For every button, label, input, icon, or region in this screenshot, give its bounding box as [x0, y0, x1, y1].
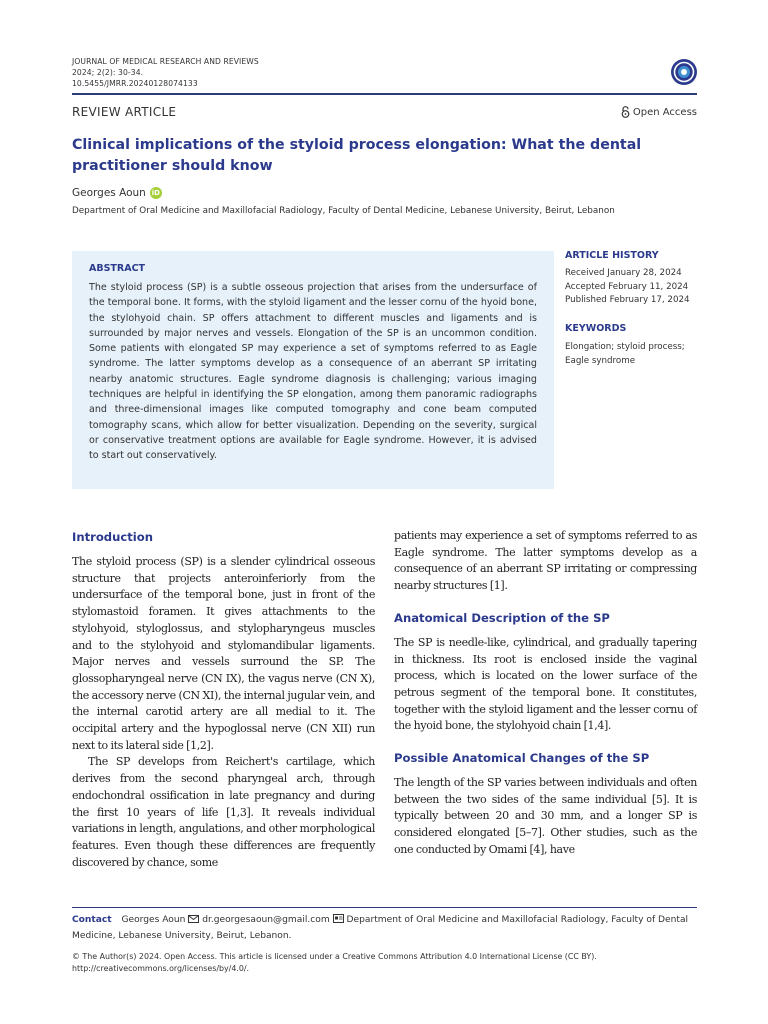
author-line [72, 187, 162, 199]
section-heading-introduction: Introduction [72, 530, 153, 544]
journal-name: JOURNAL OF MEDICAL RESEARCH AND REVIEWS [72, 57, 259, 66]
body-column-left [72, 528, 375, 871]
section-heading-anatomical-changes: Possible Anatomical Changes of the SP [394, 751, 650, 766]
open-access-label: Open Access [632, 106, 697, 118]
contact-label: Contact [72, 915, 112, 925]
contact-info [72, 913, 697, 944]
anatomical-changes-paragraph: The length of the SP varies between individuals and often between the two sides of the same individual [5]. It is typically between 20 and 30 mm, and a longer SP is considered elongated [5–7]. Other studies, such as the one conducted by Omami [4], have [394, 776, 697, 856]
accepted-date: Accepted February 11, 2024 [565, 281, 689, 292]
keywords-heading: KEYWORDS [565, 323, 627, 334]
envelope-icon [188, 915, 199, 923]
abstract-heading: ABSTRACT [89, 263, 146, 274]
received-date: Received January 28, 2024 [565, 268, 682, 278]
article-title: Clinical implications of the styloid process elongation: What the dental practitioner should know [72, 137, 642, 174]
author-name: Georges Aoun [72, 187, 146, 199]
body-column-right [394, 528, 697, 859]
volume-line: 2024; 2(2): 30-34. [72, 68, 144, 77]
contact-name: Georges Aoun [121, 915, 186, 925]
affiliation: Department of Oral Medicine and Maxillofacial Radiology, Faculty of Dental Medicine, Lebanese University, Beirut, Lebanon [72, 206, 615, 216]
contact-email[interactable]: dr.georgesaoun@gmail.com [202, 915, 330, 925]
abstract-text: The styloid process (SP) is a subtle osseous projection that arises from the undersurface of the temporal bone. It forms, with the styloid ligament and the lesser cornu of the hyoid bone, the stylohyoid chain. SP offers attachment to different muscles and ligaments and is surrounded by major nerves and vessels. Elongation of the SP is an uncommon condition. Some patients with elongated SP may experience a set of symptoms referred to as Eagle syndrome. The latter symptoms develop as a consequence of an aberrant SP irritating nearby anatomic structures. Eagle syndrome diagnosis is challenging; various imaging techniques are helpful in identifying the SP elongation, among them panoramic radiographs and three-dimensional images like computed tomography and cone beam computed tomography scans, which allow for better visualization. Depending on the severity, surgical or conservative treatment options are available for Eagle syndrome. However, it is advised to start out conservatively. [89, 282, 537, 462]
license-text: © The Author(s) 2024. Open Access. This article is licensed under a Creative Commons Attribution 4.0 International License (CC BY). [72, 952, 597, 961]
intro-paragraph-2: The SP develops from Reichert's cartilage, which derives from the second pharyngeal arch, through endochondral ossification in late pregnancy and during the first 10 years of life [1,3]. It reveals individual variations in length, angulations, and other morphological features. Even though these differences are frequently discovered by chance, some [72, 755, 375, 869]
section-heading-anatomical-description: Anatomical Description of the SP [394, 610, 610, 625]
doi[interactable]: 10.5455/JMRR.20240128074133 [72, 79, 198, 88]
contact-address: Department of Oral Medicine and Maxillofacial Radiology, Faculty of Dental Medicine, Lebanese University, Beirut, Lebanon. [72, 915, 689, 941]
license-link[interactable]: http://creativecommons.org/licenses/by/4.0/. [72, 964, 250, 973]
journal-info [72, 56, 259, 89]
article-history-heading: ARTICLE HISTORY [565, 250, 659, 261]
open-lock-icon [621, 106, 630, 118]
article-history [565, 250, 690, 308]
journal-logo-icon [670, 58, 698, 86]
intro-paragraph-2-continued: patients may experience a set of symptoms referred to as Eagle syndrome. The latter symptoms develop as a consequence of an aberrant SP irritating or compressing nearby structures [1]. [394, 529, 697, 593]
anatomical-description-paragraph: The SP is needle-like, cylindrical, and gradually tapering in thickness. Its root is enclosed inside the vaginal process, which is located on the lower surface of the petrous segment of the temporal bone. It constitutes, together with the styloid ligament and the lesser cornu of the hyoid bone, the stylohyoid chain [1,4]. [394, 635, 697, 733]
keywords-line-1: Elongation; styloid process; [565, 342, 685, 352]
keywords [565, 323, 685, 368]
license-info [72, 951, 697, 975]
open-access-badge [621, 106, 697, 118]
address-card-icon [333, 914, 344, 923]
abstract-box [72, 251, 554, 489]
article-type: REVIEW ARTICLE [72, 105, 177, 119]
header-divider [72, 93, 697, 95]
intro-paragraph-1: The styloid process (SP) is a slender cylindrical osseous structure that projects anteroinferiorly from the undersurface of the temporal bone, just in front of the stylomastoid foramen. It gives attachments to the stylohyoid, styloglossus, and stylopharyngeus muscles and to the stylohyoid and stylomandibular ligaments. Major nerves and vessels surround the SP. The glossopharyngeal nerve (CN IX), the vagus nerve (CN X), the accessory nerve (CN XI), the internal jugular vein, and the internal carotid artery are all medial to it. The occipital artery and the hypoglossal nerve (CN XII) run next to its lateral side [1,2]. [72, 555, 375, 752]
footer-divider [72, 907, 697, 908]
orcid-icon[interactable]: iD [151, 189, 160, 197]
keywords-line-2: Eagle syndrome [565, 355, 636, 366]
published-date: Published February 17, 2024 [565, 295, 690, 305]
